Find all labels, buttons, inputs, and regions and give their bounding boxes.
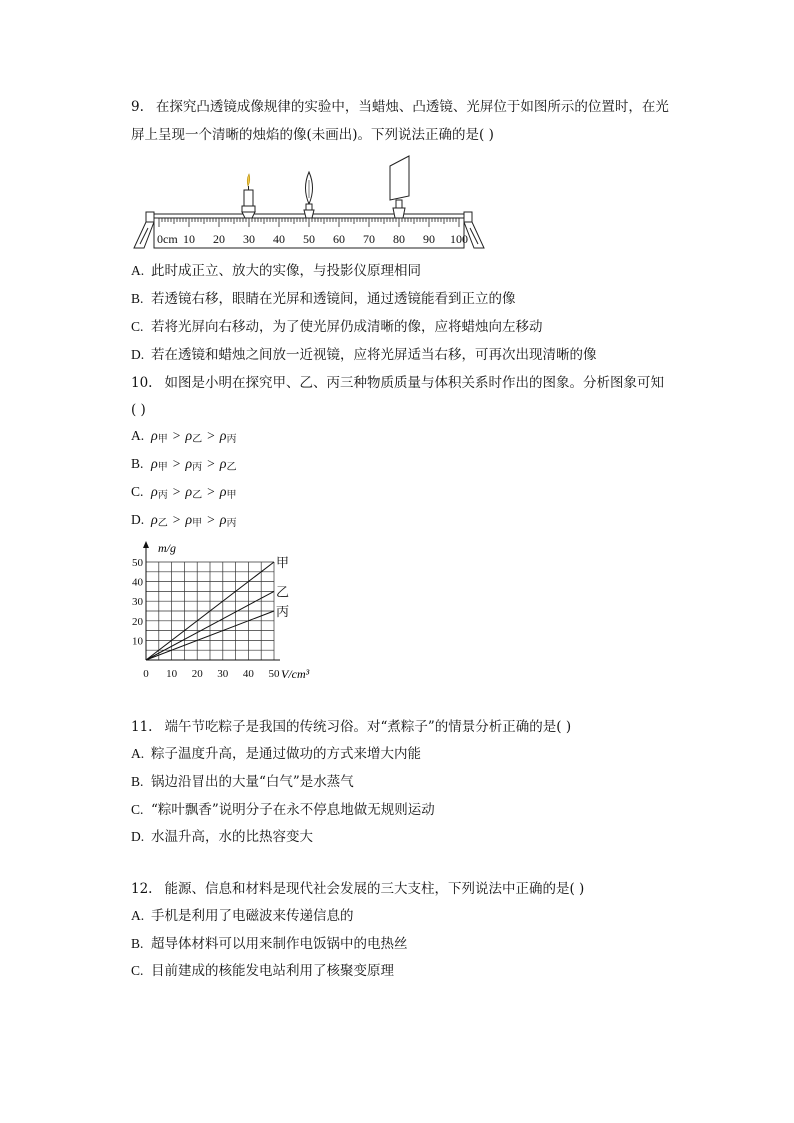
- q10-stem-line1: [131, 374, 664, 392]
- q9-option-d[interactable]: D. 若在透镜和蜡烛之间放一近视镜，应将光屏适当右移，可再次出现清晰的像: [131, 347, 597, 363]
- bench-label: 80: [393, 232, 405, 246]
- chart-series: [146, 555, 289, 660]
- q12-stem-text: 能源、信息和材料是现代社会发展的三大支柱，下列说法中正确的是( ): [164, 881, 585, 897]
- x-tick-label: 30: [217, 668, 229, 680]
- optical-bench-figure: [130, 152, 490, 252]
- bench-label: 90: [423, 232, 435, 246]
- bench-label: 50: [303, 232, 315, 246]
- bench-label: 100: [450, 232, 468, 246]
- q10-option-a[interactable]: A. $\rho_甲 > \rho_乙 > \rho_丙$: [131, 428, 237, 445]
- bench-label: 40: [273, 232, 285, 246]
- q12-option-c[interactable]: C. 目前建成的核能发电站利用了核聚变原理: [131, 963, 394, 979]
- y-tick-label: 20: [132, 615, 143, 628]
- q12-option-b[interactable]: B. 超导体材料可以用来制作电饭锅中的电热丝: [131, 936, 408, 952]
- y-tick-label: 50: [132, 557, 143, 569]
- q9-stem-line2: 屏上呈现一个清晰的烛焰的像(未画出)。下列说法正确的是( ): [131, 127, 494, 143]
- q9-stem-text1: 在探究凸透镜成像规律的实验中，当蜡烛、凸透镜、光屏位于如图所示的位置时，在光: [155, 99, 669, 115]
- chart-axes: [143, 541, 280, 660]
- q11-option-c[interactable]: C. “粽叶飘香”说明分子在永不停息地做无规则运动: [131, 802, 435, 818]
- q9-option-c[interactable]: C. 若将光屏向右移动，为了使光屏仍成清晰的像，应将蜡烛向左移动: [131, 319, 543, 335]
- bench-label: 20: [213, 232, 225, 246]
- series-label-1: 甲: [276, 555, 290, 570]
- light-screen: [390, 156, 409, 218]
- convex-lens: [304, 172, 314, 218]
- bench-label: 30: [243, 232, 255, 246]
- left-bench-leg: [134, 212, 154, 248]
- q9-stem-line1: [131, 98, 669, 116]
- bench-label: 60: [333, 232, 345, 246]
- bench-label: 70: [363, 232, 375, 246]
- q9-number: 9.: [131, 99, 144, 115]
- q12-option-a[interactable]: A. 手机是利用了电磁波来传递信息的: [131, 908, 354, 924]
- y-tick-label: 40: [132, 576, 143, 589]
- q11-stem: [131, 718, 571, 736]
- mass-volume-chart: [126, 538, 326, 688]
- y-axis-arrow: [143, 541, 149, 548]
- y-tick-label: 30: [132, 596, 143, 609]
- q11-option-b[interactable]: B. 锅边沿冒出的大量“白气”是水蒸气: [131, 774, 354, 790]
- q11-number: 11.: [131, 719, 153, 735]
- bench-label: 0cm: [157, 232, 178, 246]
- candle: [242, 174, 255, 218]
- x-tick-label: 20: [191, 668, 203, 680]
- x-tick-label: 10: [166, 668, 178, 680]
- q12-number: 12.: [131, 881, 153, 897]
- q9-option-b[interactable]: B. 若透镜右移，眼睛在光屏和透镜间，通过透镜能看到正立的像: [131, 291, 516, 307]
- q12-stem: [131, 880, 584, 898]
- chart-tick-labels: [132, 557, 280, 680]
- q11-option-a[interactable]: A. 粽子温度升高，是通过做功的方式来增大内能: [131, 746, 421, 762]
- q11-stem-text: 端午节吃粽子是我国的传统习俗。对“煮粽子”的情景分析正确的是( ): [164, 719, 572, 735]
- x-tick-label: 40: [242, 668, 254, 680]
- series-label-2: 乙: [276, 584, 290, 600]
- series-label-3: 丙: [276, 604, 290, 619]
- q10-number: 10.: [131, 375, 153, 391]
- chart-x-axis-label: V/cm³: [281, 667, 310, 681]
- q10-option-c[interactable]: C. $\rho_丙 > \rho_乙 > \rho_甲$: [131, 484, 237, 501]
- q10-stem-text1: 如图是小明在探究甲、乙、丙三种物质质量与体积关系时作出的图象。分析图象可知: [164, 375, 664, 391]
- q10-stem-line2: ( ): [131, 402, 146, 418]
- x-tick-label: 0: [143, 668, 149, 680]
- q9-option-a[interactable]: A. 此时成正立、放大的实像，与投影仪原理相同: [131, 263, 421, 279]
- q10-option-d[interactable]: D. $\rho_乙 > \rho_甲 > \rho_丙$: [131, 512, 237, 529]
- q10-option-b[interactable]: B. $\rho_甲 > \rho_丙 > \rho_乙$: [131, 456, 237, 473]
- q11-option-d[interactable]: D. 水温升高，水的比热容变大: [131, 829, 313, 845]
- chart-y-axis-label: m/g: [158, 541, 176, 555]
- bench-label: 10: [183, 232, 195, 246]
- y-tick-label: 10: [132, 635, 143, 648]
- x-tick-label: 50: [268, 668, 280, 680]
